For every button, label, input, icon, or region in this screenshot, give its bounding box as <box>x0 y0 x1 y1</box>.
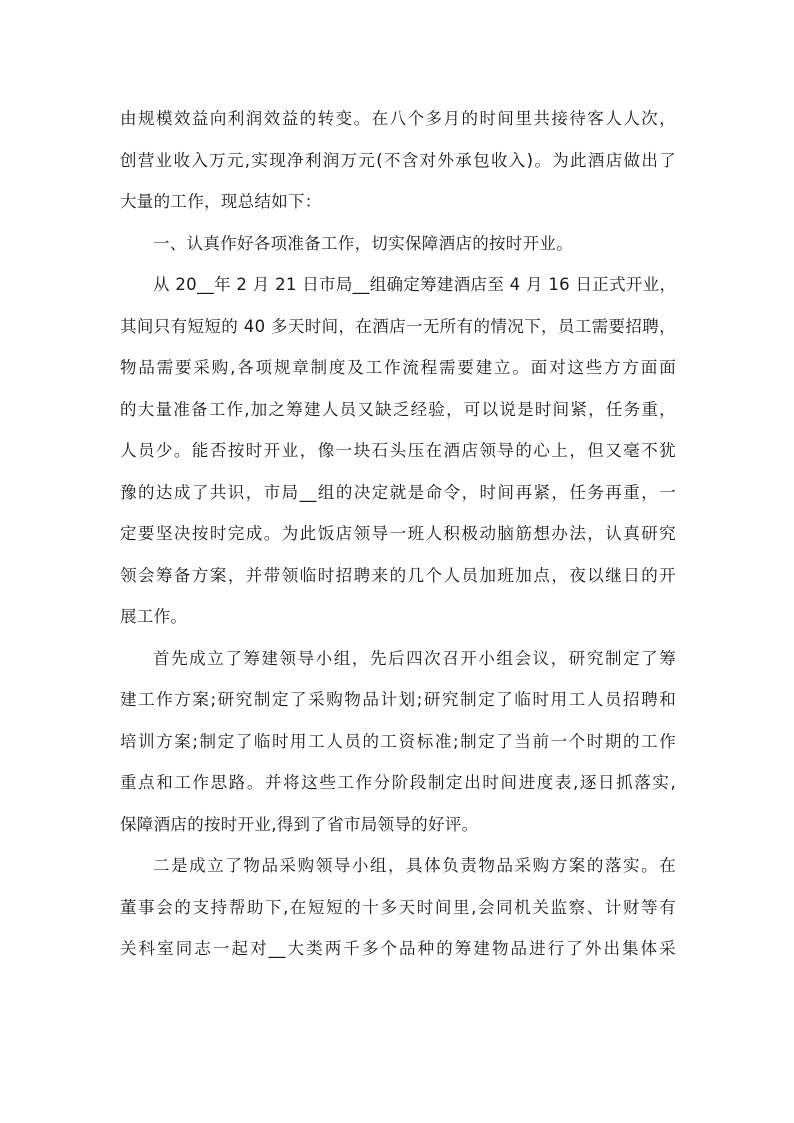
text-line-16: 培训方案;制定了临时用工人员的工资标准;制定了当前一个时期的工作 <box>120 731 676 751</box>
text-line-15: 建工作方案;研究制定了采购物品计划;研究制定了临时用工人员招聘和 <box>120 690 676 709</box>
text-line-1: 由规模效益向利润效益的转变。在八个多月的时间里共接待客人人次， <box>120 109 676 128</box>
text-line-2: 创营业收入万元,实现净利润万元(不含对外承包收入)。为此酒店做出了 <box>120 150 676 170</box>
text-line-11: 定要坚决按时完成。为此饭店领导一班人积极动脑筋想办法，认真研究 <box>120 524 676 543</box>
text-line-7: 物品需要采购,各项规章制度及工作流程需要建立。面对这些方方面面 <box>120 358 676 377</box>
text-line-9: 人员少。能否按时开业，像一块石头压在酒店领导的心上，但又毫不犹 <box>120 441 676 460</box>
text-line-6: 其间只有短短的 40 多天时间，在酒店一无所有的情况下，员工需要招聘， <box>120 316 676 336</box>
text-line-3: 大量的工作，现总结如下： <box>120 192 322 211</box>
text-line-5: 从 20__年 2 月 21 日市局__组确定筹建酒店至 4 月 16 日正式开业， <box>153 275 677 294</box>
text-line-12: 领会筹备方案，并带领临时招聘来的几个人员加班加点，夜以继日的开 <box>120 565 676 585</box>
document-body <box>120 98 676 970</box>
text-line-13: 展工作。 <box>120 607 188 626</box>
text-line-14: 首先成立了筹建领导小组，先后四次召开小组会议，研究制定了筹 <box>153 648 676 668</box>
text-line-18: 保障酒店的按时开业,得到了省市局领导的好评。 <box>120 814 479 834</box>
text-line-20: 董事会的支持帮助下,在短短的十多天时间里,会同机关监察、计财等有 <box>120 897 676 917</box>
text-line-8: 的大量准备工作,加之筹建人员又缺乏经验，可以说是时间紧，任务重， <box>120 399 676 419</box>
text-line-21: 关科室同志一起对__大类两千多个品种的筹建物品进行了外出集体采 <box>120 939 676 958</box>
text-line-19: 二是成立了物品采购领导小组，具体负责物品采购方案的落实。在 <box>153 856 676 875</box>
text-line-17: 重点和工作思路。并将这些工作分阶段制定出时间进度表,逐日抓落实, <box>120 773 676 792</box>
text-line-10: 豫的达成了共识，市局__组的决定就是命令，时间再紧，任务再重，一 <box>120 482 676 502</box>
section-heading: 一、认真作好各项准备工作，切实保障酒店的按时开业。 <box>153 233 573 253</box>
